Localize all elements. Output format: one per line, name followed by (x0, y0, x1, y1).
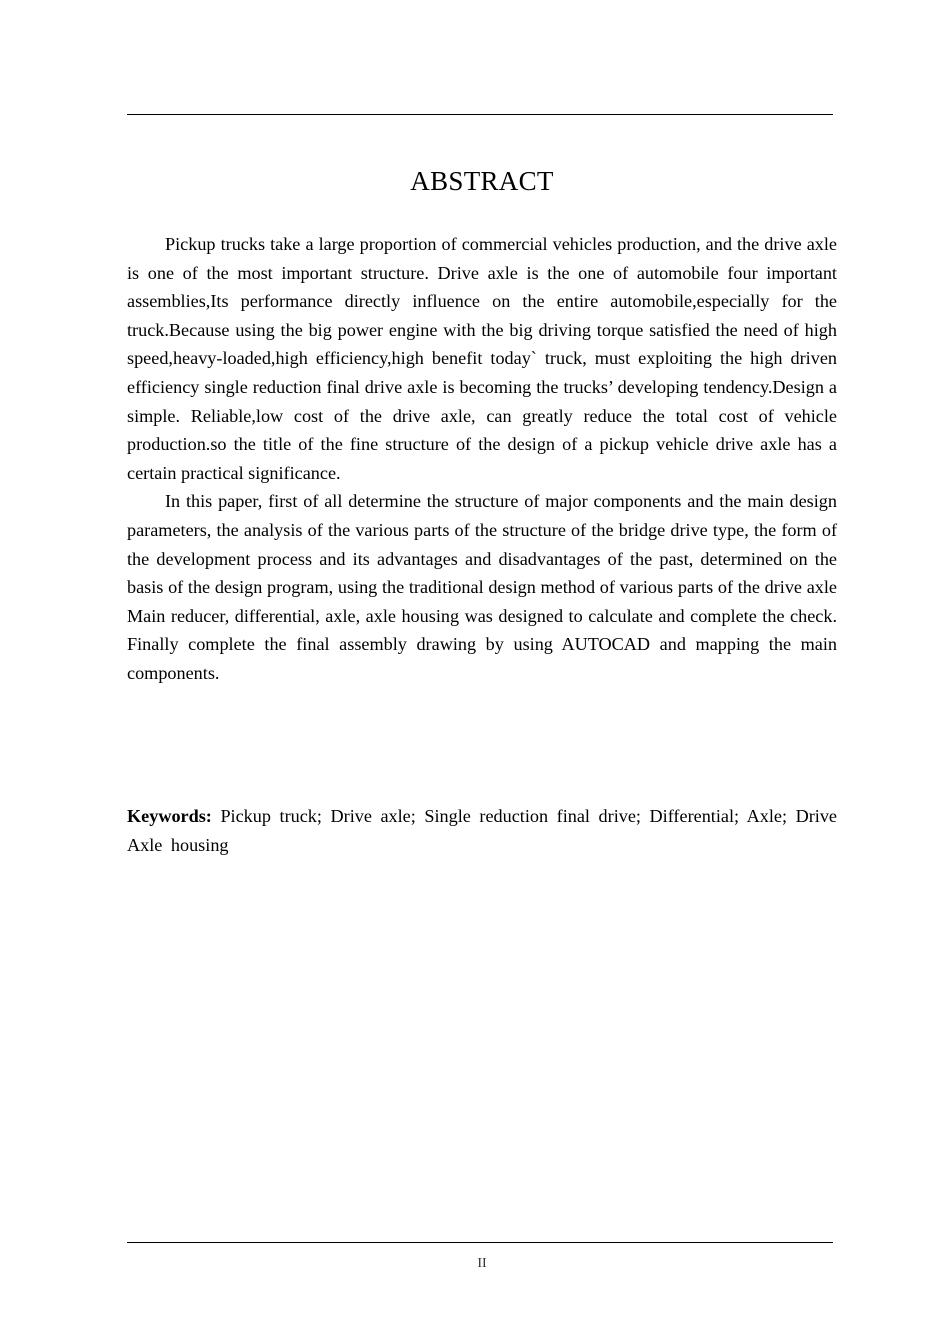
page-number: II (477, 1256, 487, 1271)
abstract-paragraph: Pickup trucks take a large proportion of commercial vehicles production, and the drive axle is one of the most important structure. Drive axle is the one of automobile four important assemblies,Its performance directly influence on the entire automobile,especially for the truck.Because using the big power engine with the big driving torque satisfied the need of high speed,heavy-loaded,high efficiency,high benefit today` truck, must exploiting the high driven efficiency single reduction final drive axle is becoming the trucks’ developing tendency.Design a simple. Reliable,low cost of the drive axle, can greatly reduce the total cost of vehicle production.so the title of the fine structure of the design of a pickup vehicle drive axle has a certain practical significance. (127, 234, 837, 483)
footer-divider (127, 1242, 833, 1243)
keywords-text: Pickup truck; Drive axle; Single reduction final drive; Differential; Axle; Drive Axle housing (127, 806, 837, 855)
header-divider (127, 114, 833, 115)
keywords-line (127, 802, 837, 859)
abstract-body (127, 230, 837, 688)
abstract-paragraph: In this paper, first of all determine the structure of major components and the main design parameters, the analysis of the various parts of the structure of the bridge drive type, the form of the development process and its advantages and disadvantages of the past, determined on the basis of the design program, using the traditional design method of various parts of the drive axle Main reducer, differential, axle, axle housing was designed to calculate and complete the check. Finally complete the final assembly drawing by using AUTOCAD and mapping the main components. (127, 491, 837, 683)
abstract-title: ABSTRACT (410, 166, 554, 196)
keywords-label: Keywords: (127, 806, 212, 826)
